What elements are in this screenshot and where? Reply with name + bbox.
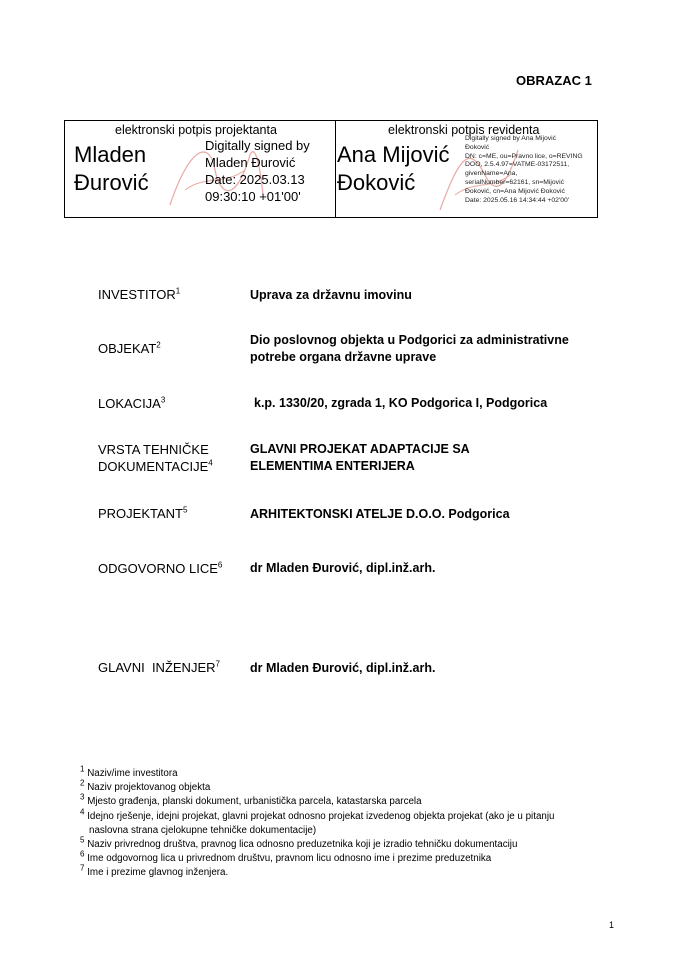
footnote: $^1$ Naziv/ime investitora bbox=[80, 764, 178, 779]
objekat-label: OBJEKAT$^2$ bbox=[98, 340, 161, 356]
footnote: $^7$ Ime i prezime glavnog inženjera. bbox=[80, 864, 229, 879]
vrsta-dokumentacije-value: GLAVNI PROJEKAT ADAPTACIJE SA ELEMENTIMA ENTERIJERA bbox=[250, 442, 470, 473]
odgovorno-lice-value: dr Mladen Đurović, dipl.inž.arh. bbox=[250, 561, 436, 575]
footnote: $^2$ Naziv projektovanog objekta bbox=[80, 778, 211, 794]
investitor-label: INVESTITOR$^1$ bbox=[98, 286, 181, 302]
projektant-value: ARHITEKTONSKI ATELJE D.O.O. Podgorica bbox=[250, 507, 510, 521]
designer-signature-info: Digitally signed by Mladen Đurović Date: 2025.03.13 09:30:10 +01'00' bbox=[205, 138, 310, 204]
page-number: 1 bbox=[609, 920, 615, 930]
odgovorno-lice-label: ODGOVORNO LICE$^6$ bbox=[98, 560, 223, 576]
designer-signature-heading: elektronski potpis projektanta bbox=[115, 123, 277, 137]
footnotes bbox=[80, 764, 555, 881]
reviewer-signature-heading: elektronski potpis revidenta bbox=[388, 123, 540, 137]
lokacija-label: LOKACIJA$^3$ bbox=[98, 395, 166, 411]
signature-divider bbox=[335, 121, 336, 217]
objekat-value: Dio poslovnog objekta u Podgorici za administrativne potrebe organa državne uprave bbox=[250, 333, 569, 364]
signature-box bbox=[64, 120, 598, 218]
projektant-label: PROJEKTANT$^5$ bbox=[98, 505, 188, 521]
footnote-continuation: naslovna strana cjelokupne tehničke dokumentacije) bbox=[89, 824, 317, 836]
vrsta-dokumentacije-label: VRSTA TEHNIČKE DOKUMENTACIJE$^4$ bbox=[98, 442, 213, 474]
reviewer-signature-name: Ana Mijović Đoković bbox=[337, 142, 450, 195]
footnote: $^6$ Ime odgovornog lica u privrednom društvu, pravnom licu odnosno ime i prezime preduzetnika bbox=[80, 849, 492, 865]
footnote: $^5$ Naziv privrednog društva, pravnog lica odnosno preduzetnika koji je izradio tehničku dokumentaciju bbox=[80, 835, 518, 851]
designer-signature-name: Mladen Đurović bbox=[74, 142, 149, 195]
glavni-inzenjer-value: dr Mladen Đurović, dipl.inž.arh. bbox=[250, 661, 436, 675]
footnote: $^4$ Idejno rješenje, idejni projekat, glavni projekat odnosno projekat izvedenog objekta projekat (ako je u pitanju bbox=[80, 807, 555, 822]
reviewer-signature-info: Digitally signed by Ana Mijović Đoković DN: c=ME, ou=Pravno lice, o=REVING DOO, 2.5.4.97=VATME-03172511, givenName=Ana, serialNumber=62161, sn=Mijović Đoković, cn=Ana Mijović Đoković Date: 2025.05.16 14:34:44 +02'00' bbox=[465, 135, 583, 204]
glavni-inzenjer-label: GLAVNI INŽENJER$^7$ bbox=[98, 659, 220, 675]
form-label: OBRAZAC 1 bbox=[516, 73, 592, 88]
investitor-value: Uprava za državnu imovinu bbox=[250, 288, 412, 302]
footnote: $^3$ Mjesto građenja, planski dokument, urbanistička parcela, katastarska parcela bbox=[80, 793, 422, 808]
lokacija-value: k.p. 1330/20, zgrada 1, KO Podgorica I, Podgorica bbox=[254, 396, 548, 410]
